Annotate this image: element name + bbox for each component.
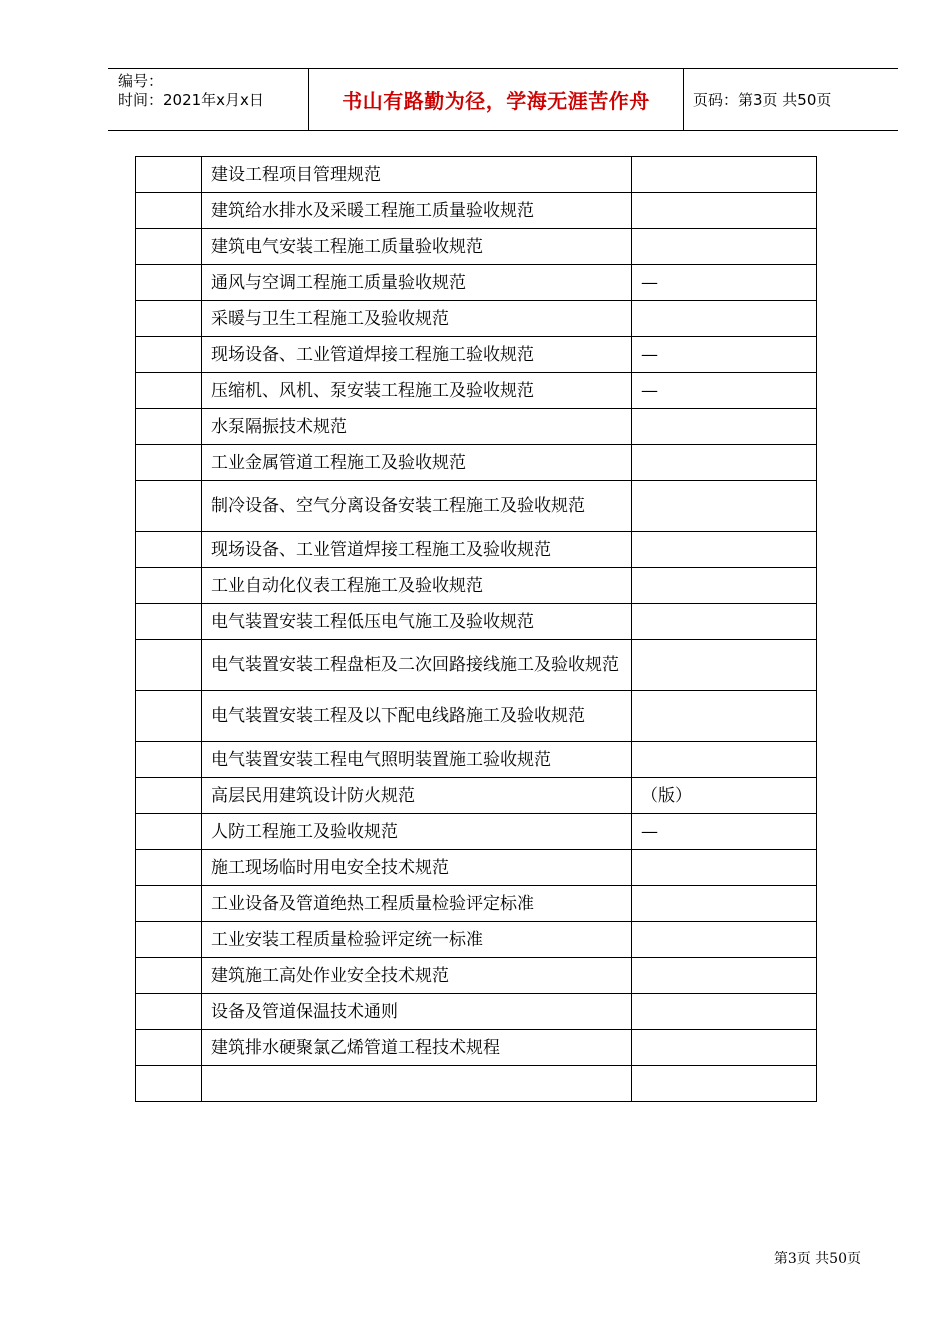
standard-code-cell: — — [632, 265, 817, 301]
row-number-cell — [136, 301, 202, 337]
standard-name-cell: 高层民用建筑设计防火规范 — [202, 778, 632, 814]
standard-name-cell: 通风与空调工程施工质量验收规范 — [202, 265, 632, 301]
table-row — [136, 958, 817, 994]
table-row — [136, 691, 817, 742]
standard-code-cell — [632, 922, 817, 958]
table-row — [136, 532, 817, 568]
table-row — [136, 742, 817, 778]
standard-code-cell — [632, 481, 817, 532]
standard-code-cell: （版） — [632, 778, 817, 814]
standard-code-cell — [632, 193, 817, 229]
standard-name-cell: 施工现场临时用电安全技术规范 — [202, 850, 632, 886]
table-row — [136, 850, 817, 886]
time-label: 时间：2021年x月x日 — [118, 91, 264, 109]
table-row — [136, 373, 817, 409]
standard-name-cell: 电气装置安装工程及以下配电线路施工及验收规范 — [202, 691, 632, 742]
standard-name-cell: 现场设备、工业管道焊接工程施工及验收规范 — [202, 532, 632, 568]
table-row — [136, 229, 817, 265]
row-number-cell — [136, 814, 202, 850]
standard-code-cell — [632, 409, 817, 445]
table-row — [136, 1066, 817, 1102]
row-number-cell — [136, 481, 202, 532]
standard-code-cell — [632, 157, 817, 193]
standard-code-cell — [632, 532, 817, 568]
row-number-cell — [136, 994, 202, 1030]
standard-name-cell: 人防工程施工及验收规范 — [202, 814, 632, 850]
table-row — [136, 886, 817, 922]
row-number-cell — [136, 1030, 202, 1066]
row-number-cell — [136, 157, 202, 193]
header-motto-cell — [308, 69, 684, 130]
table-row — [136, 778, 817, 814]
row-number-cell — [136, 778, 202, 814]
standard-name-cell: 电气装置安装工程盘柜及二次回路接线施工及验收规范 — [202, 640, 632, 691]
standard-code-cell — [632, 886, 817, 922]
row-number-cell — [136, 886, 202, 922]
header-page-cell — [683, 69, 898, 130]
standard-code-cell — [632, 850, 817, 886]
standard-name-cell: 建筑电气安装工程施工质量验收规范 — [202, 229, 632, 265]
standard-code-cell — [632, 958, 817, 994]
standard-code-cell — [632, 640, 817, 691]
row-number-cell — [136, 229, 202, 265]
table-row — [136, 301, 817, 337]
table-row — [136, 922, 817, 958]
footer-page-info: 第3页 共50页 — [773, 1251, 861, 1267]
code-label: 编号： — [118, 72, 164, 90]
row-number-cell — [136, 409, 202, 445]
standard-name-cell: 建筑给水排水及采暖工程施工质量验收规范 — [202, 193, 632, 229]
table-row — [136, 604, 817, 640]
standard-name-cell: 制冷设备、空气分离设备安装工程施工及验收规范 — [202, 481, 632, 532]
table-row — [136, 1030, 817, 1066]
standard-name-cell: 电气装置安装工程电气照明装置施工验收规范 — [202, 742, 632, 778]
table-row — [136, 814, 817, 850]
standard-code-cell — [632, 604, 817, 640]
standard-name-cell — [202, 1066, 632, 1102]
row-number-cell — [136, 691, 202, 742]
standard-name-cell: 水泵隔振技术规范 — [202, 409, 632, 445]
row-number-cell — [136, 850, 202, 886]
header-page-info: 页码：第3页 共50页 — [693, 91, 832, 109]
standard-code-cell — [632, 568, 817, 604]
standards-table — [135, 156, 817, 1102]
row-number-cell — [136, 193, 202, 229]
standard-name-cell: 建筑排水硬聚氯乙烯管道工程技术规程 — [202, 1030, 632, 1066]
standard-code-cell — [632, 691, 817, 742]
table-row — [136, 481, 817, 532]
row-number-cell — [136, 265, 202, 301]
standard-name-cell: 工业设备及管道绝热工程质量检验评定标准 — [202, 886, 632, 922]
header-meta — [108, 69, 308, 130]
row-number-cell — [136, 1066, 202, 1102]
standard-name-cell: 采暖与卫生工程施工及验收规范 — [202, 301, 632, 337]
table-row — [136, 994, 817, 1030]
row-number-cell — [136, 373, 202, 409]
standard-name-cell: 建筑施工高处作业安全技术规范 — [202, 958, 632, 994]
table-row — [136, 337, 817, 373]
row-number-cell — [136, 337, 202, 373]
table-row — [136, 568, 817, 604]
table-row — [136, 193, 817, 229]
row-number-cell — [136, 640, 202, 691]
motto-text: 书山有路勤为径，学海无涯苦作舟 — [342, 89, 650, 113]
standard-name-cell: 电气装置安装工程低压电气施工及验收规范 — [202, 604, 632, 640]
standard-code-cell — [632, 1066, 817, 1102]
row-number-cell — [136, 604, 202, 640]
standard-code-cell: — — [632, 373, 817, 409]
row-number-cell — [136, 742, 202, 778]
standard-name-cell: 设备及管道保温技术通则 — [202, 994, 632, 1030]
standard-name-cell: 工业自动化仪表工程施工及验收规范 — [202, 568, 632, 604]
row-number-cell — [136, 922, 202, 958]
standard-name-cell: 工业安装工程质量检验评定统一标准 — [202, 922, 632, 958]
standard-code-cell — [632, 229, 817, 265]
standard-name-cell: 压缩机、风机、泵安装工程施工及验收规范 — [202, 373, 632, 409]
standard-code-cell — [632, 1030, 817, 1066]
table-row — [136, 409, 817, 445]
table-row — [136, 445, 817, 481]
standard-code-cell: — — [632, 337, 817, 373]
row-number-cell — [136, 445, 202, 481]
table-row — [136, 640, 817, 691]
standard-code-cell — [632, 445, 817, 481]
table-row — [136, 157, 817, 193]
standard-code-cell — [632, 301, 817, 337]
standard-code-cell — [632, 742, 817, 778]
row-number-cell — [136, 568, 202, 604]
page-header — [108, 68, 898, 131]
standard-name-cell: 现场设备、工业管道焊接工程施工验收规范 — [202, 337, 632, 373]
row-number-cell — [136, 958, 202, 994]
standard-code-cell: — — [632, 814, 817, 850]
standard-name-cell: 建设工程项目管理规范 — [202, 157, 632, 193]
table-row — [136, 265, 817, 301]
standard-name-cell: 工业金属管道工程施工及验收规范 — [202, 445, 632, 481]
standard-code-cell — [632, 994, 817, 1030]
row-number-cell — [136, 532, 202, 568]
